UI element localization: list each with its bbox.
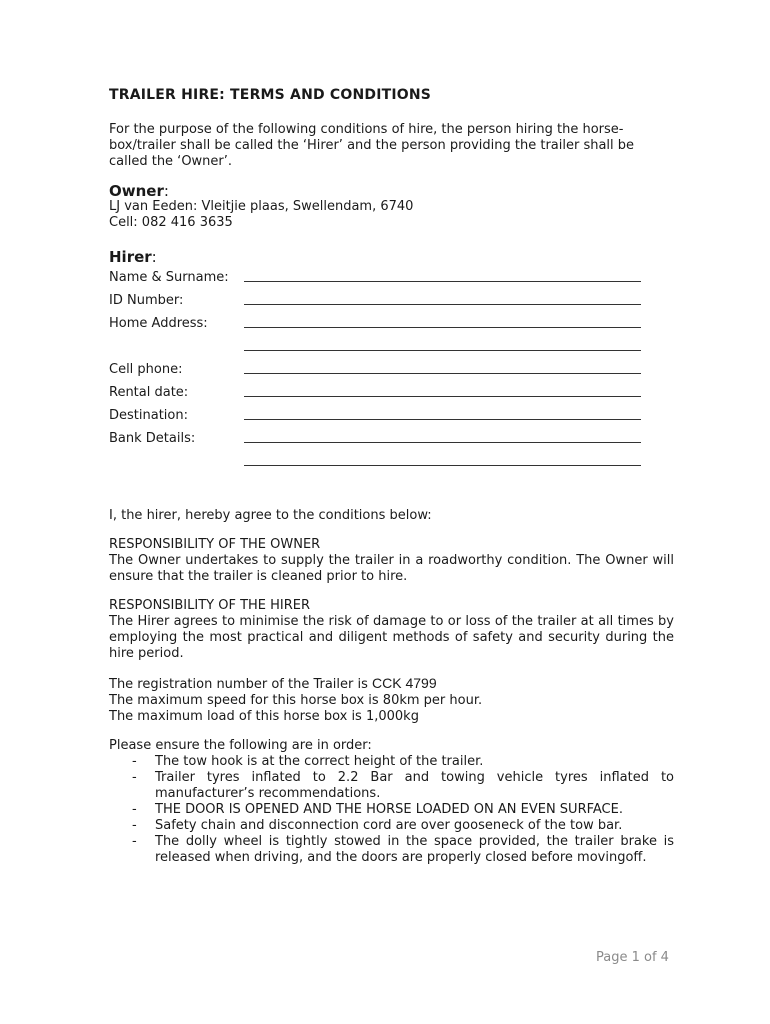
address-row (109, 316, 674, 339)
destination-field-line[interactable] (244, 408, 641, 420)
registration-number: CCK 4799 (372, 675, 437, 691)
page-number: Page 1 of 4 (596, 950, 669, 965)
registration-line (109, 675, 674, 693)
rental-row (109, 385, 674, 408)
owner-address: LJ van Eeden: Vleitjie plaas, Swellendam, 6740 (109, 199, 414, 214)
bank-row (109, 431, 674, 454)
id-row (109, 293, 674, 316)
address-field-line-2[interactable] (244, 339, 641, 351)
checklist-items (109, 754, 674, 866)
list-item: - Safety chain and disconnection cord are over gooseneck of the tow bar. (109, 818, 674, 834)
cell-field-line[interactable] (244, 362, 641, 374)
list-item: - Trailer tyres inflated to 2.2 Bar and towing vehicle tyres inflated to manufacturer’s recommendations. (109, 770, 674, 802)
document-title: TRAILER HIRE: TERMS AND CONDITIONS (109, 87, 432, 103)
address-label: Home Address: (109, 316, 208, 331)
owner-cell: Cell: 082 416 3635 (109, 215, 233, 230)
hirer-heading (109, 249, 674, 265)
id-label: ID Number: (109, 293, 184, 308)
registration-prefix: The registration number of the Trailer is (109, 677, 373, 692)
hirer-responsibility-text: The Hirer agrees to minimise the risk of damage to or loss of the trailer at all times by employing the most practical and diligent methods of safety and security during the hire period. (109, 614, 674, 661)
list-item: - THE DOOR IS OPENED AND THE HORSE LOADED ON AN EVEN SURFACE. (109, 802, 674, 818)
list-item: - The tow hook is at the correct height of the trailer. (109, 754, 674, 770)
owner-heading-colon: : (163, 182, 169, 200)
bank-field-line[interactable] (244, 431, 641, 443)
cell-row (109, 362, 674, 385)
destination-label: Destination: (109, 408, 188, 423)
rental-label: Rental date: (109, 385, 189, 400)
trailer-info (109, 675, 674, 725)
hirer-responsibility (109, 598, 674, 662)
cell-label: Cell phone: (109, 362, 183, 377)
id-field-line[interactable] (244, 293, 641, 305)
bank-label: Bank Details: (109, 431, 196, 446)
owner-responsibility-text: The Owner undertakes to supply the trailer in a roadworthy condition. The Owner will ensure that the trailer is cleaned prior to hire. (109, 553, 674, 584)
list-item: - The dolly wheel is tightly stowed in the space provided, the trailer brake is released when driving, and the doors are properly closed before movingoff. (109, 834, 674, 866)
name-row (109, 270, 674, 293)
bank-row-2 (109, 454, 674, 477)
owner-heading-text: Owner (109, 182, 164, 200)
destination-row (109, 408, 674, 431)
address-field-line[interactable] (244, 316, 641, 328)
name-field-line[interactable] (244, 270, 641, 282)
address-row-2 (109, 339, 674, 362)
owner-heading (109, 183, 674, 199)
hirer-heading-colon: : (151, 248, 157, 266)
document-page (109, 87, 674, 866)
owner-responsibility-heading: RESPONSIBILITY OF THE OWNER (109, 537, 321, 552)
max-load: The maximum load of this horse box is 1,000kg (109, 709, 419, 724)
hirer-form (109, 270, 674, 477)
owner-section (109, 183, 674, 231)
owner-responsibility (109, 537, 674, 585)
bank-field-line-2[interactable] (244, 454, 641, 466)
intro-paragraph: For the purpose of the following conditions of hire, the person hiring the horse-box/trailer shall be called the ‘Hirer’ and the person providing the trailer shall be called the ‘Owner’. (109, 122, 635, 169)
name-label: Name & Surname: (109, 270, 229, 285)
checklist (109, 738, 674, 866)
agreement-statement: I, the hirer, hereby agree to the conditions below: (109, 508, 432, 523)
checklist-intro: Please ensure the following are in order: (109, 738, 372, 753)
hirer-section (109, 249, 674, 477)
hirer-heading-text: Hirer (109, 248, 152, 266)
hirer-responsibility-heading: RESPONSIBILITY OF THE HIRER (109, 598, 311, 613)
max-speed: The maximum speed for this horse box is 80km per hour. (109, 693, 483, 708)
rental-field-line[interactable] (244, 385, 641, 397)
